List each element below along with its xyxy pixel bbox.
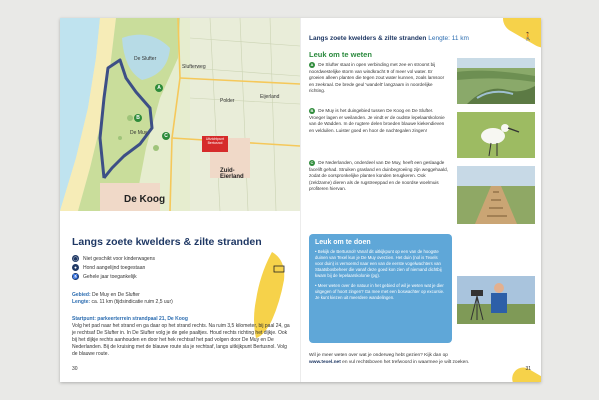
lengte-value: ca. 11 km (tijdsindicatie ruim 2,5 uur) (91, 299, 173, 305)
gebied-label: Gebied: (72, 292, 91, 298)
photo-ranger (457, 276, 535, 324)
paragraph-text: De Slufter staat in open verbinding met zee en stroomt bij noordwestelijke storm van windkracht 9 of meer vol water. Er groeien alleen planten die tegen zout water kunnen, zoals lamsoor en zeekraal. De brede geul 'wandelt' langzaam in noordelijke richting. (309, 62, 445, 94)
page-number-right: 31 (525, 366, 531, 372)
map-marker-a: A (155, 84, 163, 92)
page-number-left: 30 (72, 366, 78, 372)
map-label-slufter: De Slufter (134, 56, 157, 62)
route-map (60, 18, 300, 211)
startpunt-value: parkeerterrein strandpaal 21, De Koog (97, 316, 188, 322)
texel-link[interactable]: www.texel.net (309, 359, 341, 365)
footer-text-1: Wil je meer weten over wat je onderweg hebt gezien? Kijk dan op (309, 353, 448, 358)
list-item (72, 255, 232, 262)
route-text: Volg het pad naar het strand en ga daar op het strand rechts. Na ruim 3,5 kilometer, bij paal 24, ga je rechtsaf De Slufter in. In De Slufter volg je de gele paaltjes. Houd rechts richting het dijkje. Ook bij het dijkje rechts aanhouden en door het hek rechtsaf het pad volgen door De Muy en De Nederlanden. Bij de kruising met de blauwe route sla je rechtsaf, langs uitkijkpunt Bertusnol. Volg de blauwe route. (72, 323, 290, 357)
paragraph-a (309, 62, 449, 95)
paragraph-text: De Nederlanden, onderdeel van De Muy, heeft een geslaagde facelift gehad. Struiken grasland en duinbegroeiing zijn weggehaald, zodat de oorspronkelijke planten konden terugkeren. Ook (zeldzame) dieren als de rugstreeppad en de noordse woelmuis profiteren hiervan. (309, 160, 448, 192)
header-title: Langs zoete kwelders & zilte stranden (309, 35, 427, 42)
map-graphic (60, 18, 300, 211)
wheelchair-icon: ♿ (72, 274, 79, 279)
paragraph-c (309, 160, 449, 193)
photo-spoonbill (457, 112, 535, 158)
map-label-slufterweg: Slufterweg (182, 64, 206, 70)
accessibility-list (72, 255, 232, 282)
footer-text (309, 353, 479, 366)
paragraph-marker: A (310, 62, 314, 67)
tips-box-item: • Bekijk de Bertusnol! Vanaf dit uitkijkpunt op een van de hoogste duinen van Texel kun je De Muy overzien. Het duin (nol is Texels voor duin) is vernoemd naar een van de eerste vogelwachters van Staatsbosbeheer die vanaf deze goed kon zien of niemand dichtbij kwam bij de lepelaarskolonie (pg). (315, 249, 442, 278)
bullet-text: Hond aangelijnd toegestaan (83, 264, 146, 271)
map-label-eierland: Eijerland (260, 94, 280, 100)
map-label-de-muy: De Muy (130, 130, 148, 136)
tips-box-item-text: Meer weten over de natuur in het gebied of wil je weten wat je dier uitgegen of hoort zingen? Ga mee met een boswachter op excursie. Je kunt kiezen uit meerdere wandelingen. (315, 283, 445, 300)
route-description (72, 316, 290, 358)
tips-box (309, 234, 452, 343)
map-callout-bertusnol: Uitzichtpunt Bertusnol (202, 136, 228, 152)
list-item (72, 264, 232, 271)
lengte-label: Lengte: (72, 299, 91, 305)
right-page (300, 18, 541, 382)
map-label-zuid-eierland: Zuid- Eierland (220, 168, 244, 180)
page-header (309, 35, 509, 42)
footer-text-2: en vul rechtsboven het trefwoord in waarmee je wilt zoeken. (340, 359, 470, 365)
tips-box-item-text: Bekijk de Bertusnol! Vanaf dit uitkijkpunt op een van de hoogste duinen van Texel kun je De Muy overzien. Het duin (nol is Texels voor duin) is vernoemd naar een van de eerste vogelwachters van Staatsbosbeheer die vanaf deze goed kon zien of niemand dichtbij kwam bij de lepelaarskolonie (pg). (315, 249, 442, 278)
paragraph-b (309, 108, 449, 134)
book-spread (60, 18, 541, 382)
left-page (60, 18, 300, 382)
startpunt-label: Startpunt: (72, 316, 96, 322)
map-label-polder: Polder (220, 98, 235, 104)
paragraph-text: De Muy is het duingebied tussen De Koog en De Slufter. Vroeger lagen er weilanden. Je vindt er de oudste lepelaarskolonie van de Wadden. In de rugtere delen broeden blauwe kiekendieven en velduilen. Luister goed en hoor de nachtegalen zingen! (309, 108, 445, 133)
tips-box-title: Leuk om te doen (315, 239, 371, 246)
paragraph-marker: C (310, 160, 314, 165)
walker-icon: 🚶 (523, 32, 533, 41)
bullet-text: Gehele jaar toegankelijk (83, 273, 137, 280)
photo-slufter-aerial (457, 58, 535, 104)
photo-dune-path (457, 166, 535, 224)
map-label-de-koog: De Koog (124, 194, 166, 205)
route-meta (72, 292, 242, 306)
gebied-value: De Muy en De Slufter (92, 292, 140, 298)
section-title: Leuk om te weten (309, 50, 372, 59)
map-marker-c: C (162, 132, 170, 140)
stroller-icon: ◯ (72, 256, 79, 261)
dog-icon: ● (72, 264, 79, 271)
page-title: Langs zoete kwelders & zilte stranden (72, 236, 262, 248)
map-marker-b: B (134, 114, 142, 122)
paragraph-marker: B (310, 108, 314, 113)
list-item (72, 273, 232, 280)
header-length: Lengte: 11 km (428, 35, 469, 42)
bullet-text: Niet geschikt voor kinderwagens (83, 255, 155, 262)
tips-box-item: • Meer weten over de natuur in het gebied of wil je weten wat je dier uitgegen of hoort zingen? Ga mee met een boswachter op excursie. Je kunt kiezen uit meerdere wandelingen. (315, 283, 445, 300)
